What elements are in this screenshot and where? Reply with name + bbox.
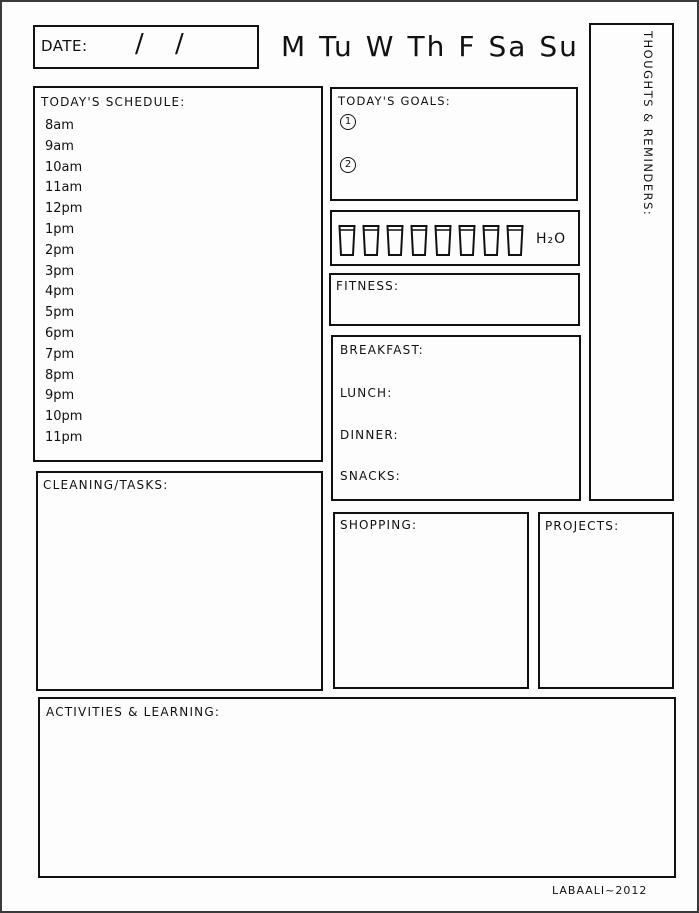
date-slash-1: /: [135, 29, 144, 59]
schedule-hour: 8am: [45, 118, 74, 133]
water-cup-icon[interactable]: [434, 224, 452, 257]
snacks-label: SNACKS:: [340, 469, 401, 483]
day-option[interactable]: Su: [539, 30, 579, 63]
goals-box[interactable]: [330, 87, 578, 201]
schedule-hour: 11pm: [45, 429, 83, 445]
day-option[interactable]: Sa: [488, 30, 528, 63]
schedule-hour: 11am: [45, 180, 83, 196]
day-option[interactable]: W: [365, 30, 396, 63]
schedule-hour: 8pm: [45, 367, 75, 383]
activities-learning-title: ACTIVITIES & LEARNING:: [46, 705, 221, 719]
schedule-box[interactable]: [33, 86, 323, 462]
hour-list: [45, 116, 82, 449]
weekday-selector: [281, 30, 579, 63]
meals-box[interactable]: [331, 335, 581, 501]
schedule-hour: 7pm: [45, 346, 75, 362]
schedule-hour: 12pm: [45, 201, 83, 217]
dinner-label: DINNER:: [340, 428, 399, 442]
goal-number-1: 1: [340, 114, 356, 130]
water-cup-icon[interactable]: [458, 224, 476, 257]
schedule-title: TODAY'S SCHEDULE:: [41, 95, 186, 109]
breakfast-label: BREAKFAST:: [340, 343, 424, 357]
schedule-hour: 9am: [45, 138, 74, 154]
fitness-box[interactable]: [329, 273, 580, 326]
day-option[interactable]: F: [458, 30, 477, 63]
water-cup-icon[interactable]: [506, 224, 524, 257]
date-box[interactable]: [33, 25, 259, 69]
schedule-hour: 3pm: [45, 263, 75, 279]
water-cup-icon[interactable]: [362, 224, 380, 257]
water-label: H₂O: [536, 231, 567, 247]
water-box[interactable]: [330, 210, 580, 266]
schedule-hour: 10am: [45, 159, 83, 175]
fitness-title: FITNESS:: [336, 279, 400, 293]
schedule-hour: 6pm: [45, 325, 75, 341]
day-option[interactable]: Tu: [319, 30, 354, 63]
cleaning-tasks-box[interactable]: [36, 471, 323, 691]
cleaning-tasks-title: CLEANING/TASKS:: [43, 478, 169, 492]
schedule-hour: 2pm: [45, 242, 75, 258]
projects-box[interactable]: [538, 512, 674, 689]
date-slash-2: /: [175, 29, 184, 59]
thoughts-reminders-box[interactable]: [589, 23, 674, 501]
water-cup-icon[interactable]: [386, 224, 404, 257]
shopping-title: SHOPPING:: [340, 518, 418, 532]
schedule-hour: 5pm: [45, 305, 75, 321]
water-cup-icon[interactable]: [338, 224, 356, 257]
lunch-label: LUNCH:: [340, 386, 393, 400]
shopping-box[interactable]: [333, 512, 529, 689]
day-option[interactable]: M: [281, 30, 308, 63]
footer-credit: LABAALI~2012: [552, 884, 648, 897]
water-cup-icon[interactable]: [482, 224, 500, 257]
thoughts-reminders-title: THOUGHTS & REMINDERS:: [641, 31, 655, 217]
date-label: DATE:: [41, 37, 88, 55]
goals-title: TODAY'S GOALS:: [338, 94, 451, 108]
water-cup-icon[interactable]: [410, 224, 428, 257]
projects-title: PROJECTS:: [545, 519, 620, 533]
schedule-hour: 1pm: [45, 221, 75, 237]
goal-number-2: 2: [340, 157, 356, 173]
schedule-hour: 4pm: [45, 284, 75, 300]
day-option[interactable]: Th: [407, 30, 447, 63]
schedule-hour: 10pm: [45, 409, 83, 425]
activities-learning-box[interactable]: [38, 697, 676, 878]
schedule-hour: 9pm: [45, 388, 75, 404]
